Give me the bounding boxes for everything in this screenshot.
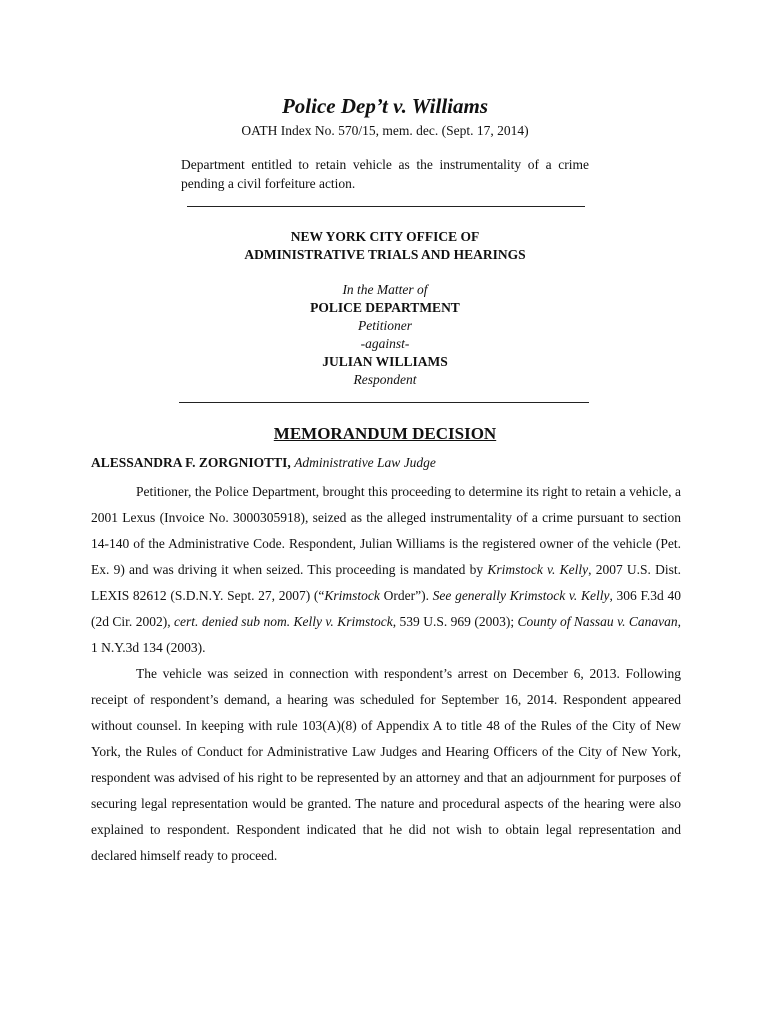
para1-text-e: , 539 U.S. 969 (2003); [392, 614, 518, 629]
memo-heading: MEMORANDUM DECISION [273, 424, 497, 443]
para1-text-d: , 306 F.3d 40 (2d Cir. 2002), [91, 588, 681, 629]
case-cite-nassau: County of Nassau v. Canavan [517, 614, 678, 629]
case-cite-krimstock-short: Krimstock [324, 588, 380, 603]
paragraph-2: The vehicle was seized in connection with respondent’s arrest on December 6, 2013. Following receipt of respondent’s demand, a hearing was scheduled for September 16, 2014. Respondent appeared without counsel. In keeping with rule 103(A)(8) of Appendix A to title 48 of the Rules of the City of New York, the Rules of Conduct for Administrative Law Judges and Hearing Officers of the City of New York, respondent was advised of his right to be represented by an attorney and that an adjournment for purposes of securing legal representation would be granted. The nature and procedural aspects of the hearing were also explained to respondent. Respondent indicated that he did not wish to obtain legal representation and declared himself ready to proceed. [91, 666, 681, 863]
judge-line [91, 455, 436, 471]
para1-text-f: , 1 N.Y.3d 134 (2003). [91, 614, 682, 655]
case-cite-krimstock: Krimstock v. Kelly [487, 562, 589, 577]
divider-top [187, 206, 585, 207]
respondent-name: JULIAN WILLIAMS [322, 354, 448, 369]
against-line: -against- [360, 336, 410, 351]
petitioner-role: Petitioner [358, 318, 412, 333]
decision-body [91, 479, 681, 869]
petitioner-name: POLICE DEPARTMENT [310, 300, 460, 315]
office-line-2: ADMINISTRATIVE TRIALS AND HEARINGS [244, 247, 526, 262]
case-cite-cert-denied: cert. denied sub nom. Kelly v. Krimstock [174, 614, 393, 629]
case-summary: Department entitled to retain vehicle as the instrumentality of a crime pending a civil forfeiture action. [181, 157, 589, 191]
matter-line: In the Matter of [342, 282, 428, 297]
judge-name: ALESSANDRA F. ZORGNIOTTI, [91, 455, 291, 470]
divider-caption [179, 402, 589, 403]
index-line: OATH Index No. 570/15, mem. dec. (Sept. 17, 2014) [241, 123, 529, 138]
case-caption [0, 281, 770, 389]
para1-text-a: Petitioner, the Police Department, brought this proceeding to determine its right to retain a vehicle, a 2001 Lexus (Invoice No. 3000305918), seized as the alleged instrumentality of a crime pursuant to section 14-140 of the Administrative Code. Respondent, Julian Williams is the registered owner of the vehicle (Pet. Ex. 9) and was driving it when seized. This proceeding is mandated by [91, 484, 681, 577]
para1-text-b: , 2007 U.S. Dist. LEXIS 82612 (S.D.N.Y. Sept. 27, 2007) (“ [91, 562, 681, 603]
paragraph-1 [91, 479, 681, 661]
case-title: Police Dep’t v. Williams [281, 94, 489, 118]
judge-title: Administrative Law Judge [294, 455, 436, 470]
respondent-role: Respondent [353, 372, 417, 387]
case-cite-see-generally: See generally Krimstock v. Kelly [432, 588, 610, 603]
para1-text-c: Order”). [379, 588, 433, 603]
office-heading [0, 228, 770, 264]
office-line-1: NEW YORK CITY OFFICE OF [290, 229, 480, 244]
